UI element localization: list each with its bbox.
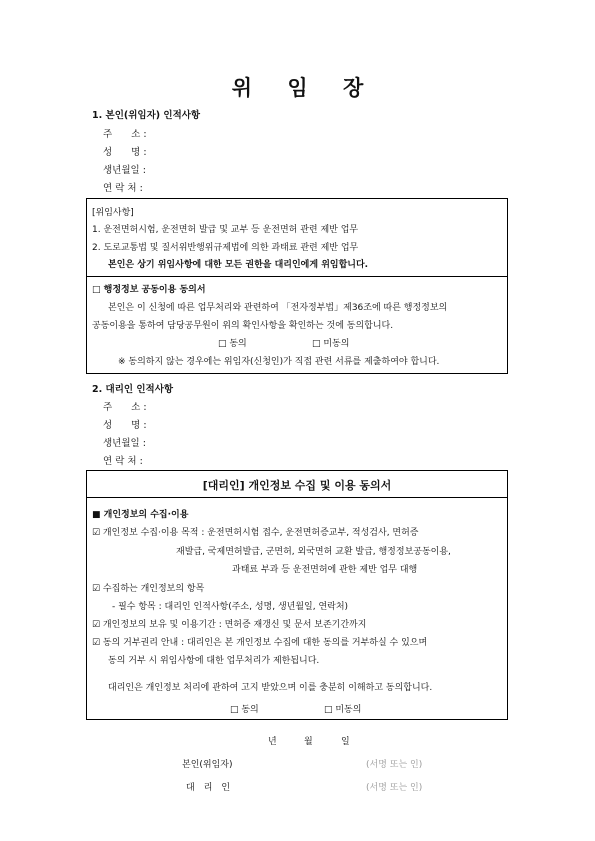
- privacy-purpose-line2: 재발급, 국제면허발급, 군면허, 외국면허 교환 발급, 행정정보공동이용,: [176, 547, 451, 557]
- privacy-refusal-line2: 동의 거부 시 위임사항에 대한 업무처리가 제한됩니다.: [108, 656, 320, 666]
- agent-signature-label: 대 리 인: [186, 783, 231, 793]
- agent-address-label: 주 소 :: [103, 402, 147, 413]
- delegation-item-2: 2. 도로교통법 및 질서위반행위규제법에 의한 과태료 관련 제반 업무: [92, 243, 359, 253]
- principal-signature-label: 본인(위임자): [182, 760, 233, 770]
- admin-consent-line2: 공동이용을 통하여 담당공무원이 위의 확인사항을 확인하는 것에 동의합니다.: [92, 321, 394, 331]
- admin-disagree-checkbox[interactable]: □ 미동의: [312, 339, 350, 349]
- section1-heading: 1. 본인(위임자) 인적사항: [92, 110, 201, 121]
- page-title: 위 임 장: [231, 76, 378, 100]
- privacy-agree-checkbox[interactable]: □ 동의: [230, 705, 259, 715]
- box-divider: [86, 276, 508, 277]
- privacy-disagree-checkbox[interactable]: □ 미동의: [324, 705, 362, 715]
- agent-contact-label: 연 락 처 :: [103, 456, 143, 467]
- principal-contact-label: 연 락 처 :: [103, 183, 143, 194]
- section2-heading: 2. 대리인 인적사항: [92, 384, 174, 395]
- delegation-statement: 본인은 상기 위임사항에 대한 모든 권한을 대리인에게 위임합니다.: [108, 260, 369, 270]
- date-year: 년: [268, 737, 277, 747]
- privacy-subheading: ■ 개인정보의 수집·이용: [92, 510, 189, 520]
- admin-agree-checkbox[interactable]: □ 동의: [218, 339, 247, 349]
- privacy-purpose-line3: 과태료 부과 등 운전면허에 관한 제반 업무 대행: [232, 565, 418, 575]
- agent-name-label: 성 명 :: [103, 420, 147, 431]
- principal-signature-hint: (서명 또는 인): [366, 760, 423, 770]
- privacy-refusal-line1: ☑ 동의 거부권리 안내 : 대리인은 본 개인정보 수집에 대한 동의를 거부하실 수 있으며: [92, 638, 428, 648]
- privacy-title-divider: [86, 497, 508, 498]
- admin-consent-heading: □ 행정정보 공동이용 동의서: [92, 285, 206, 295]
- privacy-confirm: 대리인은 개인정보 처리에 관하여 고지 받았으며 이를 충분히 이해하고 동의합니다.: [108, 683, 433, 693]
- admin-consent-line1: 본인은 이 신청에 따른 업무처리와 관련하여 「전자정부법」제36조에 따른 행정정보의: [108, 303, 448, 313]
- admin-consent-note: ※ 동의하지 않는 경우에는 위임자(신청인)가 직접 관련 서류를 제출하여야 합니다.: [118, 357, 440, 367]
- privacy-purpose-line1: ☑ 개인정보 수집·이용 목적 : 운전면허시험 접수, 운전면허증교부, 적성검사, 면허증: [92, 528, 419, 538]
- date-month: 월: [304, 737, 313, 747]
- privacy-items-heading: ☑ 수집하는 개인정보의 항목: [92, 584, 205, 594]
- agent-signature-hint: (서명 또는 인): [366, 783, 423, 793]
- principal-name-label: 성 명 :: [103, 147, 147, 158]
- principal-birthdate-label: 생년월일 :: [103, 165, 146, 176]
- privacy-retention: ☑ 개인정보의 보유 및 이용기간 : 면허증 재갱신 및 문서 보존기간까지: [92, 620, 367, 630]
- agent-birthdate-label: 생년월일 :: [103, 438, 146, 449]
- date-day: 일: [341, 737, 350, 747]
- delegation-item-1: 1. 운전면허시험, 운전면허 발급 및 교부 등 운전면허 관련 제반 업무: [92, 225, 359, 235]
- delegation-heading: [위임사항]: [92, 208, 134, 218]
- privacy-items-required: - 필수 항목 : 대리인 인적사항(주소, 성명, 생년월일, 연락처): [112, 602, 349, 612]
- principal-address-label: 주 소 :: [103, 129, 147, 140]
- privacy-title: [대리인] 개인정보 수집 및 이용 동의서: [202, 479, 392, 492]
